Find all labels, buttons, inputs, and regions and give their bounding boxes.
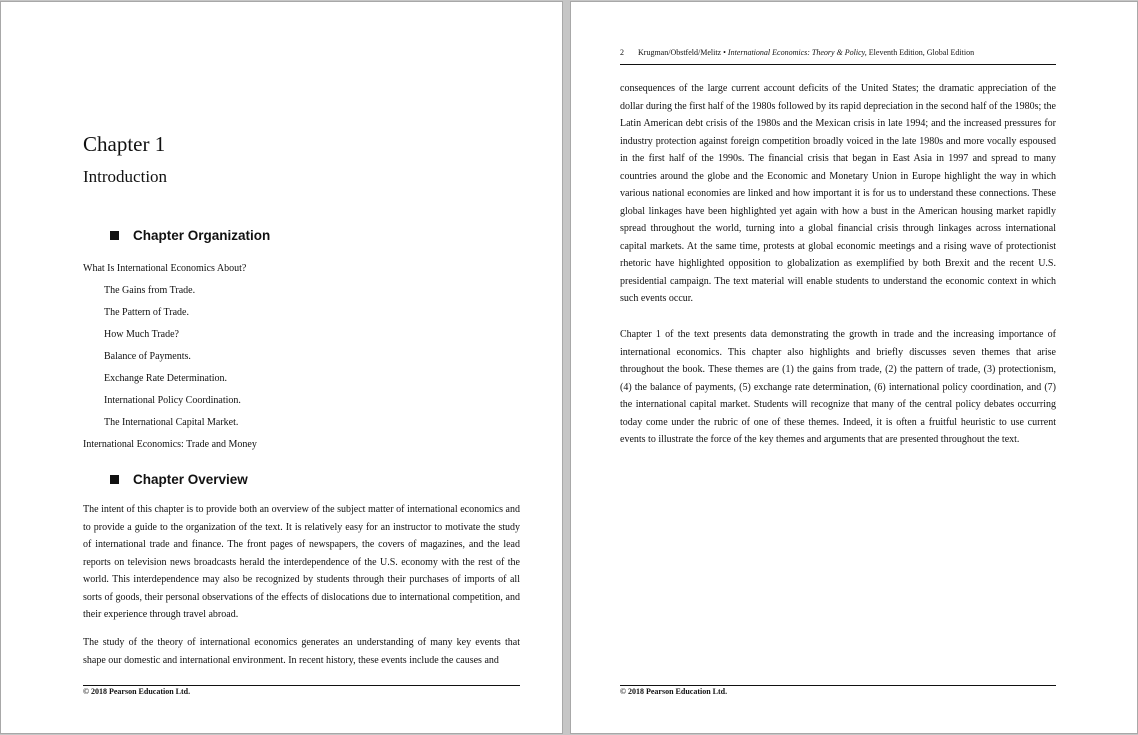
organization-list-item: The International Capital Market. (104, 417, 239, 428)
left-page (1, 2, 562, 733)
section-heading-label: Chapter Organization (133, 228, 271, 243)
square-bullet-icon (110, 231, 119, 240)
square-bullet-icon (110, 475, 119, 484)
copyright-footer: © 2018 Pearson Education Ltd. (620, 687, 728, 696)
running-head-authors: Krugman/Obstfeld/Melitz (638, 48, 722, 57)
body-paragraph: consequences of the large current account deficits of the United States; the dramatic appreciation of the dollar during the first half of the 1980s followed by its rapid depreciation in the second half of the 1980s; the Latin American debt crisis of the 1980s and the Mexican crisis in late 1994; and the increased pressures for industry protection against foreign competition broadly voiced in the late 1980s and more vocally espoused in the first half of the 1990s. The financial crisis that began in East Asia in 1997 and spread to many countries around the globe and the Economic and Monetary Union in Europe highlight the way in which various national economies are linked and how important it is for us to understand these connections. These global linkages have been highlighted yet again with how a bust in the American housing market rapidly spread throughout the world, turning into a global financial crisis through linkages across international capital markets. At the same time, protests at global economic meetings and a rising wave of protectionist rhetoric have highlighted opposition to globalization as exemplified by both Brexit and the recent U.S. presidential campaign. The text material will enable students to understand the economic context in which such events occur. (620, 83, 1056, 304)
section-heading-label: Chapter Overview (133, 472, 248, 487)
footer-rule (83, 685, 520, 686)
organization-list-item: The Pattern of Trade. (104, 307, 189, 318)
organization-list-item: The Gains from Trade. (104, 285, 196, 296)
running-head-separator: • (723, 48, 726, 57)
right-page (571, 2, 1137, 733)
organization-list-item: International Policy Coordination. (104, 395, 241, 406)
organization-list-item: Balance of Payments. (104, 351, 191, 362)
chapter-title: Introduction (83, 167, 168, 186)
organization-list-item: International Economics: Trade and Money (83, 439, 257, 450)
organization-list-item: How Much Trade? (104, 329, 179, 340)
body-paragraph: Chapter 1 of the text presents data demonstrating the growth in trade and the increasing importance of international economics. This chapter also highlights and briefly discusses seven themes that arise throughout the book. These themes are (1) the gains from trade, (2) the pattern of trade, (3) protectionism, (4) the balance of payments, (5) exchange rate determination, (6) international policy coordination, and (7) the international capital market. Students will recognize that many of the central policy debates occurring today come under the rubric of one of these themes. Indeed, it is often a fruitful heuristic to use current events to illustrate the force of the key themes and arguments that are presented throughout the text. (620, 329, 1056, 445)
overview-paragraph: The intent of this chapter is to provide both an overview of the subject matter of international economics and to provide a guide to the organization of the text. It is relatively easy for an instructor to motivate the study of international trade and finance. The front pages of newspapers, the covers of magazines, and the lead reports on television news broadcasts herald the interdependence of the U.S. economy with the rest of the world. This interdependence may also be recognized by students through their purchases of imports of all sorts of goods, their personal observations of the effects of dislocations due to international competition, and their experience through travel abroad. (83, 504, 520, 620)
running-head-edition: Eleventh Edition, Global Edition (868, 48, 975, 57)
section-heading-overview (110, 472, 248, 487)
section-heading-organization (110, 228, 270, 243)
page-number: 2 (620, 48, 624, 57)
header-rule (620, 64, 1056, 65)
footer-rule (620, 685, 1056, 686)
chapter-organization-list (83, 260, 257, 458)
chapter-number: Chapter 1 (83, 132, 166, 156)
overview-paragraph: The study of the theory of international economics generates an understanding of many key events that shape our domestic and international environment. In recent history, these events include the causes and (83, 637, 520, 666)
copyright-footer: © 2018 Pearson Education Ltd. (83, 687, 191, 696)
running-head-book-title: International Economics: Theory & Policy, (727, 48, 867, 57)
organization-list-item: What Is International Economics About? (83, 263, 247, 274)
organization-list-item: Exchange Rate Determination. (104, 373, 228, 384)
running-head (620, 48, 974, 57)
